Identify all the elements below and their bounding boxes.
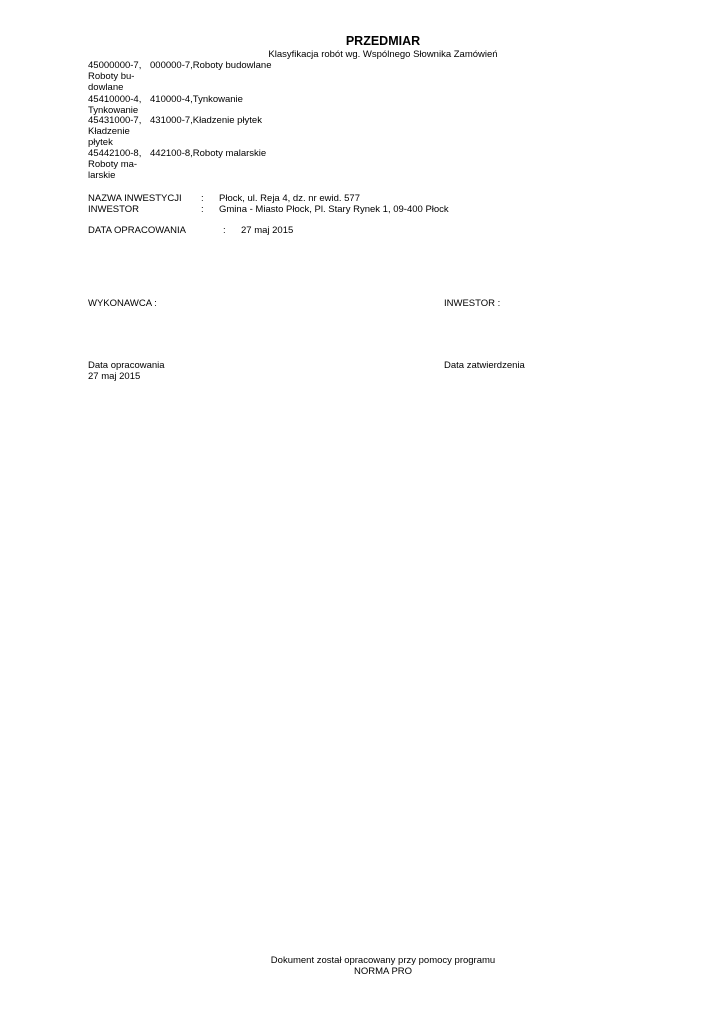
classification-code: 45000000-7, Roboty bu- dowlane [88, 60, 142, 93]
document-subtitle: Klasyfikacja robót wg. Wspólnego Słownika Zamówień [268, 49, 498, 60]
preparation-date-label: DATA OPRACOWANIA [88, 225, 187, 236]
investor-signature-label: INWESTOR : [444, 298, 501, 309]
document-title: PRZEDMIAR [345, 34, 421, 48]
investment-name-label: NAZWA INWESTYCJI [88, 193, 182, 204]
prep-date-label: Data opracowania [88, 360, 165, 371]
classification-code: 45442100-8, Roboty ma- larskie [88, 148, 142, 181]
footer-program-name: NORMA PRO [353, 966, 413, 977]
classification-description: 410000-4,Tynkowanie [150, 94, 243, 105]
investor-label: INWESTOR [88, 204, 140, 215]
investor-colon: : [201, 204, 204, 215]
classification-code: 45410000-4, Tynkowanie [88, 94, 142, 116]
preparation-date-value: 27 maj 2015 [241, 225, 294, 236]
prep-date-value: 27 maj 2015 [88, 371, 141, 382]
footer-line: Dokument został opracowany przy pomocy programu [270, 955, 496, 966]
investor-value: Gmina - Miasto Płock, Pl. Stary Rynek 1, 09-400 Płock [219, 204, 449, 215]
classification-description: 431000-7,Kładzenie płytek [150, 115, 262, 126]
classification-description: 000000-7,Roboty budowlane [150, 60, 272, 71]
classification-description: 442100-8,Roboty malarskie [150, 148, 267, 159]
footer [0, 955, 724, 977]
approval-date-label: Data zatwierdzenia [444, 360, 525, 371]
investment-name-colon: : [201, 193, 204, 204]
classification-code: 45431000-7, Kładzenie płytek [88, 115, 142, 148]
investment-name-value: Płock, ul. Reja 4, dz. nr ewid. 577 [219, 193, 360, 204]
preparation-date-colon: : [223, 225, 226, 236]
contractor-label: WYKONAWCA : [88, 298, 157, 309]
